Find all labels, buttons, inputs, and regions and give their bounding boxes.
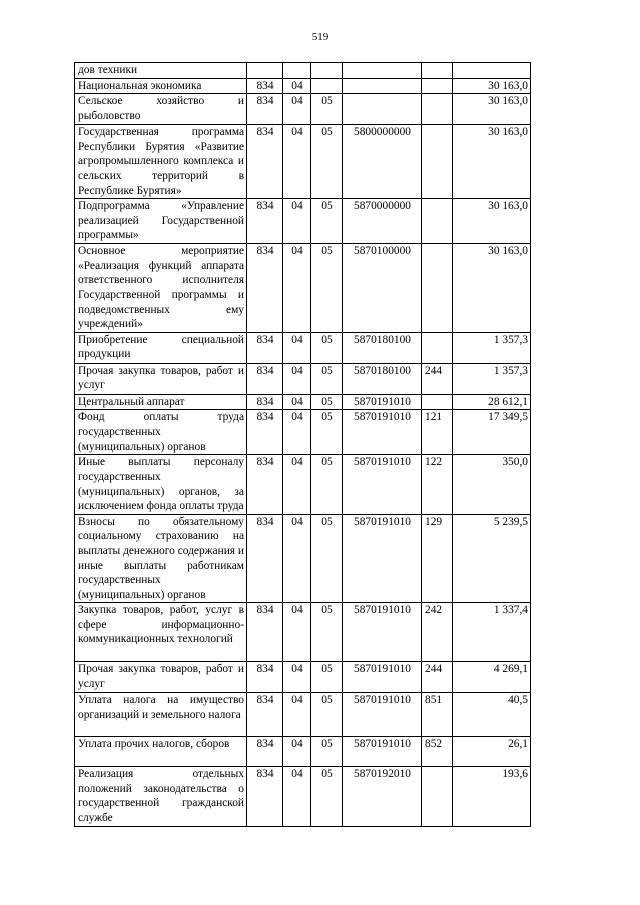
expense-type-code: 851: [422, 693, 453, 737]
ministry-code: 834: [247, 363, 283, 394]
ministry-code: 834: [247, 514, 283, 603]
target-article-code: 5870100000: [343, 244, 422, 333]
amount-value: 1 357,3: [453, 363, 531, 394]
section-code: 04: [283, 199, 311, 244]
table-row: [75, 394, 531, 410]
section-code: 04: [283, 410, 311, 455]
subsection-code: 05: [311, 737, 343, 767]
ministry-code: 834: [247, 94, 283, 125]
section-code: 04: [283, 94, 311, 125]
row-name: Уплата прочих налогов, сборов: [75, 737, 247, 767]
budget-table-body: [75, 63, 531, 827]
section-code: 04: [283, 693, 311, 737]
table-row: [75, 693, 531, 737]
section-code: 04: [283, 125, 311, 199]
page-number: 519: [311, 31, 329, 43]
target-article-code: [343, 63, 422, 79]
table-row: [75, 455, 531, 514]
section-code: 04: [283, 603, 311, 662]
expense-type-code: 129: [422, 514, 453, 603]
expense-type-code: 244: [422, 363, 453, 394]
subsection-code: 05: [311, 514, 343, 603]
expense-type-code: [422, 63, 453, 79]
ministry-code: 834: [247, 199, 283, 244]
row-name: Уплата налога на имущество организаций и земельного налога: [75, 693, 247, 737]
row-name: Центральный аппарат: [75, 394, 247, 410]
table-row: [75, 125, 531, 199]
section-code: 04: [283, 514, 311, 603]
budget-table: [74, 62, 531, 827]
target-article-code: 5870180100: [343, 363, 422, 394]
subsection-code: 05: [311, 332, 343, 363]
ministry-code: 834: [247, 244, 283, 333]
section-code: 04: [283, 394, 311, 410]
subsection-code: 05: [311, 693, 343, 737]
section-code: 04: [283, 662, 311, 693]
row-name: Закупка товаров, работ, услуг в сфере информационно-коммуникационных технологий: [75, 603, 247, 662]
amount-value: 4 269,1: [453, 662, 531, 693]
ministry-code: 834: [247, 767, 283, 826]
table-row: [75, 737, 531, 767]
section-code: 04: [283, 455, 311, 514]
target-article-code: 5870192010: [343, 767, 422, 826]
table-row: [75, 63, 531, 79]
row-name: Национальная экономика: [75, 78, 247, 94]
amount-value: 28 612,1: [453, 394, 531, 410]
expense-type-code: 852: [422, 737, 453, 767]
table-row: [75, 332, 531, 363]
subsection-code: 05: [311, 363, 343, 394]
table-row: [75, 199, 531, 244]
target-article-code: 5870191010: [343, 410, 422, 455]
target-article-code: 5870191010: [343, 737, 422, 767]
target-article-code: 5870191010: [343, 394, 422, 410]
amount-value: 30 163,0: [453, 244, 531, 333]
subsection-code: 05: [311, 603, 343, 662]
ministry-code: 834: [247, 410, 283, 455]
ministry-code: 834: [247, 394, 283, 410]
target-article-code: [343, 94, 422, 125]
expense-type-code: [422, 94, 453, 125]
row-name: Иные выплаты персоналу государственных (муниципальных) органов, за исключением фонда оплаты труда: [75, 455, 247, 514]
target-article-code: 5870000000: [343, 199, 422, 244]
amount-value: [453, 63, 531, 79]
subsection-code: 05: [311, 125, 343, 199]
amount-value: 30 163,0: [453, 199, 531, 244]
expense-type-code: [422, 767, 453, 826]
table-row: [75, 410, 531, 455]
target-article-code: 5870180100: [343, 332, 422, 363]
section-code: 04: [283, 767, 311, 826]
row-name: дов техники: [75, 63, 247, 79]
expense-type-code: 244: [422, 662, 453, 693]
target-article-code: 5870191010: [343, 514, 422, 603]
row-name: Сельское хозяйство и рыболовство: [75, 94, 247, 125]
amount-value: 30 163,0: [453, 94, 531, 125]
table-row: [75, 603, 531, 662]
section-code: 04: [283, 78, 311, 94]
table-row: [75, 514, 531, 603]
expense-type-code: 122: [422, 455, 453, 514]
subsection-code: 05: [311, 455, 343, 514]
expense-type-code: [422, 199, 453, 244]
row-name: Приобретение специальной продукции: [75, 332, 247, 363]
ministry-code: 834: [247, 603, 283, 662]
subsection-code: 05: [311, 662, 343, 693]
amount-value: 26,1: [453, 737, 531, 767]
amount-value: 17 349,5: [453, 410, 531, 455]
ministry-code: 834: [247, 693, 283, 737]
ministry-code: 834: [247, 78, 283, 94]
row-name: Взносы по обязательному социальному страхованию на выплаты денежного содержания и иные выплаты работникам государственных (муниципальных) органов: [75, 514, 247, 603]
target-article-code: 5870191010: [343, 662, 422, 693]
target-article-code: 5800000000: [343, 125, 422, 199]
row-name: Фонд оплаты труда государственных (муниципальных) органов: [75, 410, 247, 455]
table-row: [75, 94, 531, 125]
expense-type-code: [422, 244, 453, 333]
subsection-code: 05: [311, 244, 343, 333]
expense-type-code: [422, 394, 453, 410]
section-code: [283, 63, 311, 79]
ministry-code: 834: [247, 662, 283, 693]
target-article-code: 5870191010: [343, 455, 422, 514]
amount-value: 40,5: [453, 693, 531, 737]
ministry-code: 834: [247, 125, 283, 199]
table-row: [75, 363, 531, 394]
amount-value: 30 163,0: [453, 78, 531, 94]
row-name: Реализация отдельных положений законодательства о государственной гражданской службе: [75, 767, 247, 826]
expense-type-code: [422, 78, 453, 94]
table-row: [75, 78, 531, 94]
subsection-code: 05: [311, 94, 343, 125]
target-article-code: [343, 78, 422, 94]
expense-type-code: [422, 332, 453, 363]
target-article-code: 5870191010: [343, 603, 422, 662]
amount-value: 193,6: [453, 767, 531, 826]
row-name: Основное мероприятие «Реализация функций аппарата ответственного исполнителя Государственной программы и подведомственных ему учреждений»: [75, 244, 247, 333]
amount-value: 30 163,0: [453, 125, 531, 199]
ministry-code: 834: [247, 332, 283, 363]
section-code: 04: [283, 332, 311, 363]
section-code: 04: [283, 363, 311, 394]
row-name: Прочая закупка товаров, работ и услуг: [75, 662, 247, 693]
expense-type-code: [422, 125, 453, 199]
subsection-code: [311, 63, 343, 79]
table-row: [75, 662, 531, 693]
row-name: Прочая закупка товаров, работ и услуг: [75, 363, 247, 394]
table-row: [75, 244, 531, 333]
amount-value: 1 337,4: [453, 603, 531, 662]
ministry-code: 834: [247, 455, 283, 514]
subsection-code: [311, 78, 343, 94]
amount-value: 1 357,3: [453, 332, 531, 363]
expense-type-code: 242: [422, 603, 453, 662]
target-article-code: 5870191010: [343, 693, 422, 737]
ministry-code: [247, 63, 283, 79]
subsection-code: 05: [311, 410, 343, 455]
section-code: 04: [283, 244, 311, 333]
subsection-code: 05: [311, 394, 343, 410]
table-row: [75, 767, 531, 826]
row-name: Государственная программа Республики Бурятия «Развитие агропромышленного комплекса и сельских территорий в Республике Бурятия»: [75, 125, 247, 199]
section-code: 04: [283, 737, 311, 767]
ministry-code: 834: [247, 737, 283, 767]
amount-value: 350,0: [453, 455, 531, 514]
subsection-code: 05: [311, 199, 343, 244]
amount-value: 5 239,5: [453, 514, 531, 603]
expense-type-code: 121: [422, 410, 453, 455]
row-name: Подпрограмма «Управление реализацией Государственной программы»: [75, 199, 247, 244]
subsection-code: 05: [311, 767, 343, 826]
